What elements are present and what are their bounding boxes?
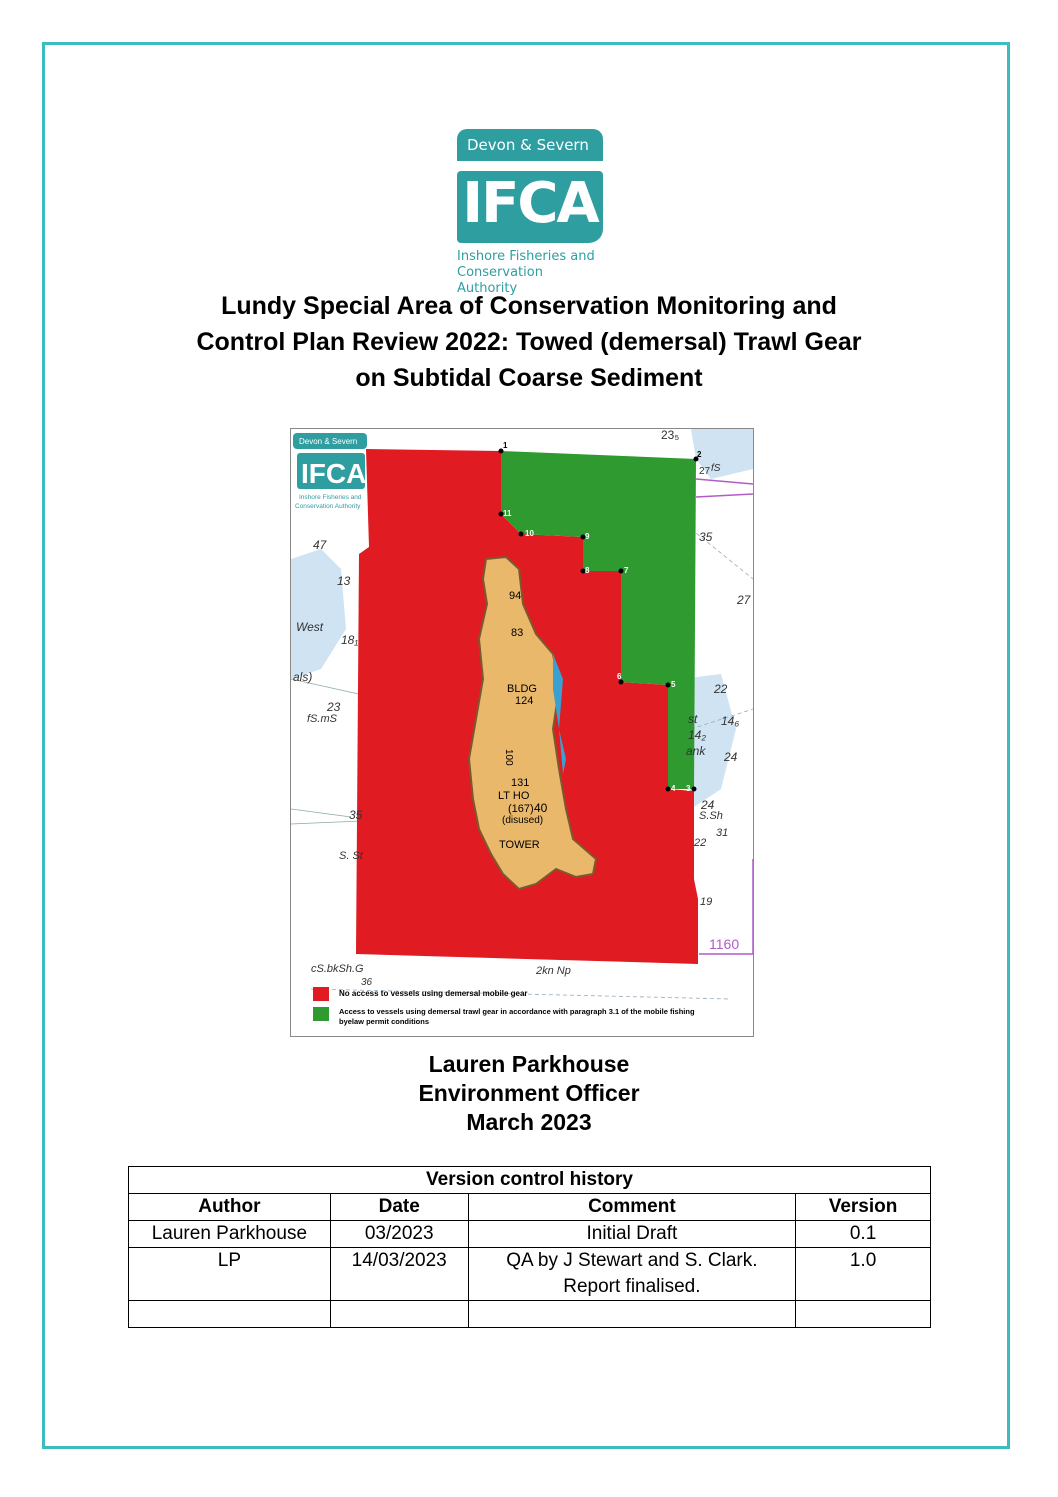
ifca-logo <box>457 129 603 297</box>
chart-label-west: West <box>296 620 324 634</box>
island-label-lt-ho-height: 131 <box>511 777 530 789</box>
chart-label-181: 18₁ <box>341 633 359 647</box>
waypoint-3-label: 3 <box>686 784 691 793</box>
island-label-lt-ho: LT HO <box>498 790 530 802</box>
table-row <box>129 1248 931 1301</box>
chart-label-35b: 35 <box>349 808 363 822</box>
cell-date: 14/03/2023 <box>330 1248 468 1301</box>
chart-label-235: 23₅ <box>661 429 680 442</box>
chart-label-23: 23 <box>327 700 341 714</box>
chart-label-142: 14₂ <box>688 728 706 742</box>
logo-subline-1: Inshore Fisheries and <box>457 249 595 264</box>
title-line-1: Lundy Special Area of Conservation Monitoring and <box>221 292 837 320</box>
waypoint-5-marker <box>666 683 671 688</box>
cell-version: 1.0 <box>796 1248 931 1301</box>
logo-top-band: Devon & Severn <box>457 129 603 161</box>
chart-label-csbk: cS.bkSh.G <box>311 963 364 975</box>
document-title <box>100 288 958 396</box>
cell-date <box>330 1301 468 1328</box>
lundy-map <box>290 428 754 1037</box>
map-logo-sub2: Conservation Authority <box>295 503 361 510</box>
header-version: Version <box>796 1194 931 1221</box>
legend-red-text: No access to vessels using demersal mobile gear <box>339 989 528 998</box>
cell-comment <box>468 1301 795 1328</box>
cell-comment-line-1: QA by J Stewart and S. Clark. <box>506 1250 758 1271</box>
cell-comment-line-2: Report finalised. <box>563 1276 701 1297</box>
table-row <box>129 1221 931 1248</box>
author-block <box>0 1050 1058 1137</box>
chart-number: 1160 <box>709 936 740 952</box>
chart-label-st: st <box>688 712 698 726</box>
island-label-lt-ho-value: (167) <box>508 803 534 815</box>
cell-comment <box>468 1248 795 1301</box>
island-label-summit2: 83 <box>511 627 524 639</box>
waypoint-4-marker <box>666 787 671 792</box>
cell-comment-line-1: Initial Draft <box>586 1223 678 1244</box>
map-logo-acronym: IFCA <box>301 458 367 489</box>
island-label-summit1: 94 <box>509 590 522 602</box>
map-logo-top-line: Devon & Severn <box>299 437 358 446</box>
shallow-water-west <box>291 549 346 679</box>
cell-version: 0.1 <box>796 1221 931 1248</box>
island-label-depth40: 40 <box>534 801 548 815</box>
chart-label-ssh: S.Sh <box>699 810 723 822</box>
logo-acronym: IFCA <box>457 171 603 243</box>
chart-label-fsms: fS.mS <box>307 713 337 725</box>
version-control-table <box>128 1166 931 1328</box>
chart-label-24b: 24 <box>701 798 715 812</box>
chart-label-22b: 22 <box>694 837 707 849</box>
table-caption: Version control history <box>129 1167 931 1194</box>
chart-label-24a: 24 <box>724 750 738 764</box>
cell-author: LP <box>129 1248 331 1301</box>
chart-label-27a: 27 <box>699 466 711 477</box>
cell-version <box>796 1301 931 1328</box>
chart-label-36: 36 <box>361 977 373 988</box>
legend-red-swatch <box>313 987 329 1001</box>
cell-comment <box>468 1221 795 1248</box>
waypoint-11-label: 11 <box>503 509 512 518</box>
cell-author <box>129 1301 331 1328</box>
waypoint-7-label: 7 <box>624 566 629 575</box>
table-row <box>129 1301 931 1328</box>
chart-label-fs: fS <box>711 463 721 474</box>
chart-label-sst: S. St <box>339 850 363 862</box>
map-logo-sub1: Inshore Fisheries and <box>299 494 362 501</box>
island-label-bldg: BLDG <box>507 683 537 695</box>
header-author: Author <box>129 1194 331 1221</box>
chart-line-purple <box>696 479 753 497</box>
legend-green-text-1: Access to vessels using demersal trawl gear in accordance with paragraph 3.1 of the mobile fishing <box>339 1007 695 1016</box>
waypoint-5-label: 5 <box>671 680 676 689</box>
author-role: Environment Officer <box>418 1080 640 1106</box>
legend-green-text-2: byelaw permit conditions <box>339 1017 430 1026</box>
chart-label-kn: 2kn Np <box>536 965 571 977</box>
island-label-bldg-height: 124 <box>515 695 534 707</box>
waypoint-9-label: 9 <box>585 532 590 541</box>
chart-label-27b: 27 <box>737 593 751 607</box>
logo-subline-2: Conservation Authority <box>457 265 543 296</box>
title-line-2: Control Plan Review 2022: Towed (demersal) Trawl Gear <box>196 328 862 356</box>
cell-author: Lauren Parkhouse <box>129 1221 331 1248</box>
chart-label-47: 47 <box>313 538 327 552</box>
chart-label-31: 31 <box>716 827 729 839</box>
cell-date: 03/2023 <box>330 1221 468 1248</box>
chart-label-22: 22 <box>714 682 728 696</box>
report-date: March 2023 <box>466 1109 592 1135</box>
island-label-contour: 100 <box>503 749 514 766</box>
waypoint-1-label: 1 <box>503 441 508 450</box>
header-date: Date <box>330 1194 468 1221</box>
author-name: Lauren Parkhouse <box>428 1051 630 1077</box>
legend-green-swatch <box>313 1007 329 1021</box>
waypoint-2-label: 2 <box>697 450 702 459</box>
waypoint-6-label: 6 <box>617 672 622 681</box>
waypoint-4-label: 4 <box>671 784 676 793</box>
island-label-disused: (disused) <box>502 815 544 826</box>
waypoint-10-label: 10 <box>525 529 534 538</box>
chart-label-13: 13 <box>337 574 351 588</box>
map-ifca-logo <box>293 433 367 510</box>
table-caption-row <box>129 1167 931 1194</box>
table-header-row <box>129 1194 931 1221</box>
chart-label-19: 19 <box>700 896 713 908</box>
chart-label-35a: 35 <box>699 530 713 544</box>
waypoint-8-label: 8 <box>585 566 590 575</box>
island-label-tower: TOWER <box>499 839 540 851</box>
chart-label-ank: ank <box>686 744 706 758</box>
waypoint-7-marker <box>619 569 624 574</box>
chart-label-als: als) <box>293 670 313 684</box>
waypoint-3-marker <box>692 787 697 792</box>
chart-label-146: 14₆ <box>721 714 740 728</box>
title-line-3: on Subtidal Coarse Sediment <box>355 364 703 392</box>
header-comment: Comment <box>468 1194 795 1221</box>
waypoint-10-marker <box>519 532 524 537</box>
